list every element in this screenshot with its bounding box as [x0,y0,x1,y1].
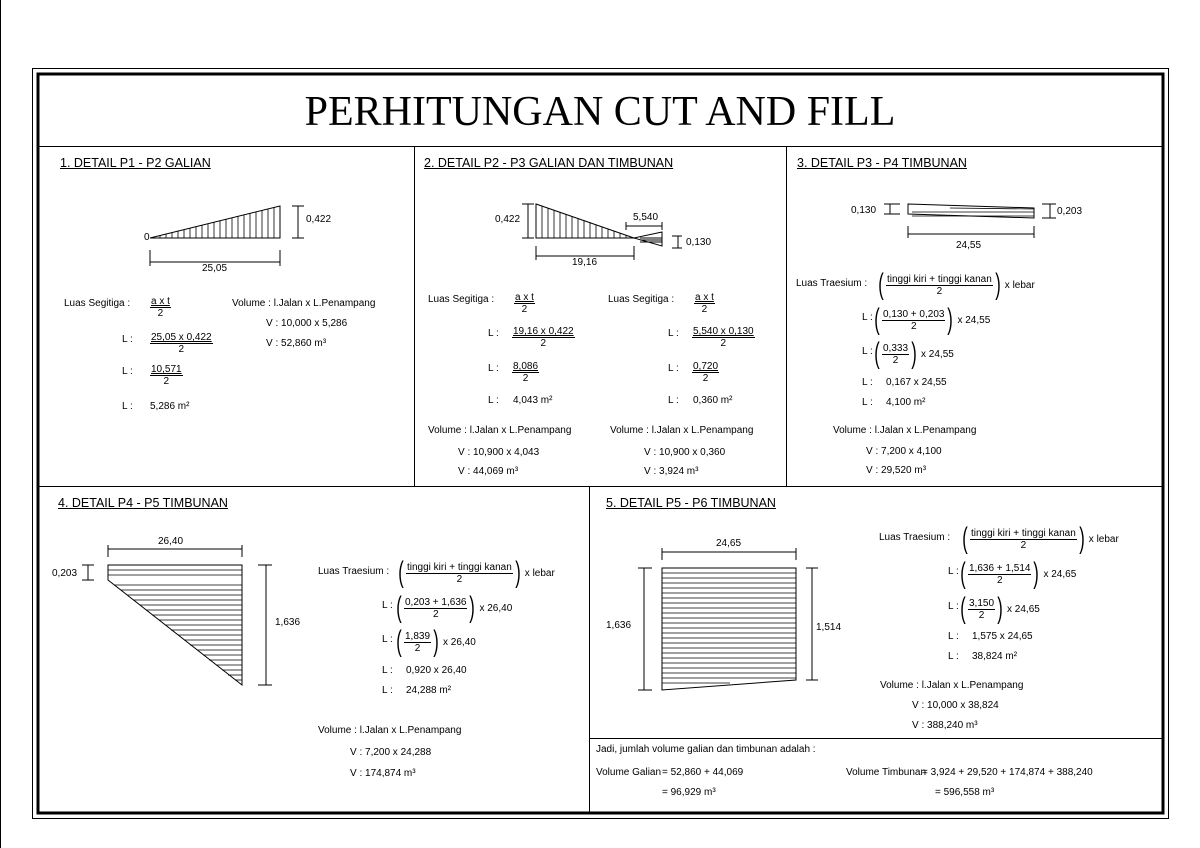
suffix: x lebar [1004,279,1035,291]
s1-l1-label: L : [122,334,133,345]
s2b-l3: 0,360 m² [693,395,733,406]
hatch [662,573,796,683]
section-2-diagram [516,196,716,276]
paren-left: ( [874,337,880,370]
summary-intro: Jadi, jumlah volume galian dan timbunan adalah : [596,744,816,755]
suffix: x 24,65 [1043,568,1077,580]
s1-l3-label: L : [122,401,133,412]
s2b-v2: V : 3,924 m³ [644,466,699,477]
s5-l4-label: L : [948,651,959,662]
numerator: 25,05 x 0,422 [151,332,212,343]
s2b-l2 [692,361,719,384]
s3-dim-left: 0,130 [851,205,877,216]
s2b-l2-label: L : [668,363,679,374]
paren-left: ( [874,303,880,336]
s4-dim-right: 1,636 [275,617,301,628]
s4-l3: 0,920 x 26,40 [406,665,467,676]
paren-left: ( [962,522,968,555]
paren-left: ( [960,557,966,590]
s4-l4-label: L : [382,685,393,696]
s2a-formula [514,292,535,315]
denominator: 2 [178,344,185,355]
section-3-heading: 3. DETAIL P3 - P4 TIMBUNAN [797,156,967,170]
s2a-l3: 4,043 m² [513,395,553,406]
s1-dim-zero: 0 [144,232,150,243]
numerator: a x t [695,292,714,303]
section-1-diagram [140,198,340,278]
s2-dim-h: 0,422 [495,214,521,225]
paren-left: ( [878,268,884,301]
denominator: 2 [1020,539,1027,551]
denominator: 2 [892,354,899,366]
s4-luas-label: Luas Traesium : [318,566,390,577]
s4-dim-top: 26,40 [158,536,184,547]
numerator: a x t [151,296,170,307]
s1-v2: V : 52,860 m³ [266,338,327,349]
numerator: 5,540 x 0,130 [693,326,754,337]
s1-v1: V : 10,000 x 5,286 [266,318,348,329]
s4-v1: V : 7,200 x 24,288 [350,747,432,758]
paren-left: ( [396,625,402,658]
s5-l1 [958,559,1076,589]
s2a-v2: V : 44,069 m³ [458,466,519,477]
hatch [108,570,242,680]
suffix: x lebar [524,567,555,579]
s5-dim-left: 1,636 [606,620,632,631]
paren-left: ( [960,592,966,625]
paren-right: ) [911,337,917,370]
s1-dim-width: 25,05 [202,263,228,274]
s1-l3: 5,286 m² [150,401,190,412]
denominator: 2 [456,573,463,585]
suffix: x 24,55 [957,314,991,326]
s3-dim-width: 24,55 [956,240,982,251]
summary-galian-total: = 96,929 m³ [662,787,716,798]
s2a-luas-label: Luas Segitiga : [428,294,495,305]
s2b-l3-label: L : [668,395,679,406]
paren-right: ) [997,592,1003,625]
numerator: 10,571 [151,364,182,375]
denominator: 2 [163,376,170,387]
section-4-heading: 4. DETAIL P4 - P5 TIMBUNAN [58,496,228,510]
numerator: 0,130 + 0,203 [883,308,945,320]
s4-vol-label: Volume : l.Jalan x L.Penampang [318,725,462,736]
suffix: x 26,40 [479,602,513,614]
paren-right: ) [947,303,954,336]
s2b-l1-label: L : [668,328,679,339]
numerator: 3,150 [969,597,995,609]
s2b-formula [694,292,715,315]
numerator: tinggi kiri + tinggi kanan [971,527,1076,539]
s3-l1 [872,305,990,335]
s1-vol-label: Volume : l.Jalan x L.Penampang [232,298,376,309]
numerator: 0,203 + 1,636 [405,596,467,608]
denominator: 2 [978,609,985,621]
s2b-luas-label: Luas Segitiga : [608,294,675,305]
s5-l3-label: L : [948,631,959,642]
s2a-l3-label: L : [488,395,499,406]
numerator: 0,333 [883,342,909,354]
s4-l1-label: L : [382,600,393,611]
numerator: tinggi kiri + tinggi kanan [887,273,992,285]
s5-vol-label: Volume : l.Jalan x L.Penampang [880,680,1024,691]
s4-l3-label: L : [382,665,393,676]
suffix: x lebar [1088,533,1119,545]
paren-left: ( [396,591,402,624]
suffix: x 26,40 [443,636,476,648]
denominator: 2 [414,642,421,654]
s1-l1 [150,332,213,355]
s2-dim-h2: 0,130 [686,237,712,248]
paren-left: ( [398,556,404,589]
s2a-l1 [512,326,575,349]
s5-v1: V : 10,000 x 38,824 [912,700,999,711]
s2b-l1 [692,326,755,349]
denominator: 2 [702,373,709,384]
s3-l1-label: L : [862,312,873,323]
paren-right: ) [469,591,476,624]
s1-formula [150,296,171,319]
numerator: 1,839 [405,630,431,642]
s3-l3-label: L : [862,377,873,388]
numerator: 0,720 [693,361,719,372]
s3-l4-label: L : [862,397,873,408]
s3-l2 [872,339,954,369]
s1-l2 [150,364,183,387]
denominator: 2 [910,320,917,332]
s4-formula [396,558,555,588]
denominator: 2 [432,608,439,620]
denominator: 2 [157,308,164,319]
s1-dim-height: 0,422 [306,214,332,225]
s5-dim-right: 1,514 [816,622,842,633]
numerator: 8,086 [513,361,539,372]
paren-right: ) [1079,522,1085,555]
summary-timbunan-label: Volume Timbunan [846,767,927,778]
paren-right: ) [1033,557,1040,590]
s3-l4: 4,100 m² [886,397,926,408]
summary-timbunan-expr: = 3,924 + 29,520 + 174,874 + 388,240 [922,767,1093,778]
s4-l1 [394,593,512,623]
denominator: 2 [701,304,708,315]
paren-right: ) [433,625,439,658]
numerator: 19,16 x 0,422 [513,326,574,337]
page-title: PERHITUNGAN CUT AND FILL [304,89,896,135]
s3-formula [876,270,1035,300]
section-5-diagram [620,540,840,700]
s3-luas-label: Luas Traesium : [796,278,868,289]
s2a-l2-label: L : [488,363,499,374]
summary-galian-expr: = 52,860 + 44,069 [662,767,744,778]
s2b-vol: Volume : l.Jalan x L.Penampang [610,425,754,436]
denominator: 2 [936,285,943,297]
s2a-vol: Volume : l.Jalan x L.Penampang [428,425,572,436]
denominator: 2 [521,304,528,315]
section-2-heading: 2. DETAIL P2 - P3 GALIAN DAN TIMBUNAN [424,156,674,170]
s4-v2: V : 174,874 m³ [350,768,416,779]
s4-dim-left: 0,203 [52,568,78,579]
s5-v2: V : 388,240 m³ [912,720,978,731]
s4-l2-label: L : [382,634,393,645]
s3-v1: V : 7,200 x 4,100 [866,446,942,457]
s2a-v1: V : 10,900 x 4,043 [458,447,540,458]
paren-right: ) [995,268,1001,301]
s2-dim-w2: 19,16 [572,257,598,268]
s5-l4: 38,824 m² [972,651,1018,662]
s3-vol-label: Volume : l.Jalan x L.Penampang [833,425,977,436]
denominator: 2 [996,574,1003,586]
s2a-l1-label: L : [488,328,499,339]
s5-l2-label: L : [948,601,959,612]
summary-timbunan-total: = 596,558 m³ [935,787,995,798]
numerator: 1,636 + 1,514 [969,562,1031,574]
s5-l2 [958,594,1040,624]
summary-galian-label: Volume Galian [596,767,662,778]
s3-l2-label: L : [862,346,873,357]
s5-l1-label: L : [948,566,959,577]
s3-l3: 0,167 x 24,55 [886,377,947,388]
s5-luas-label: Luas Traesium : [879,532,951,543]
denominator: 2 [540,338,547,349]
s4-l4: 24,288 m² [406,685,452,696]
s5-dim-top: 24,65 [716,538,742,549]
section-1-heading: 1. DETAIL P1 - P2 GALIAN [60,156,211,170]
s3-v2: V : 29,520 m³ [866,465,927,476]
s4-l2 [394,627,476,657]
suffix: x 24,55 [921,348,954,360]
paren-right: ) [515,556,521,589]
s1-luas-label: Luas Segitiga : [64,298,131,309]
numerator: tinggi kiri + tinggi kanan [407,561,512,573]
denominator: 2 [720,338,727,349]
section-5-heading: 5. DETAIL P5 - P6 TIMBUNAN [606,496,776,510]
denominator: 2 [522,373,529,384]
s2b-v1: V : 10,900 x 0,360 [644,447,726,458]
section-4-diagram [80,535,320,695]
suffix: x 24,65 [1007,603,1040,615]
s2-dim-w1: 5,540 [633,212,659,223]
s1-l2-label: L : [122,366,133,377]
s5-formula [960,524,1119,554]
s5-l3: 1,575 x 24,65 [972,631,1033,642]
numerator: a x t [515,292,534,303]
s2a-l2 [512,361,539,384]
s3-dim-right: 0,203 [1057,206,1083,217]
